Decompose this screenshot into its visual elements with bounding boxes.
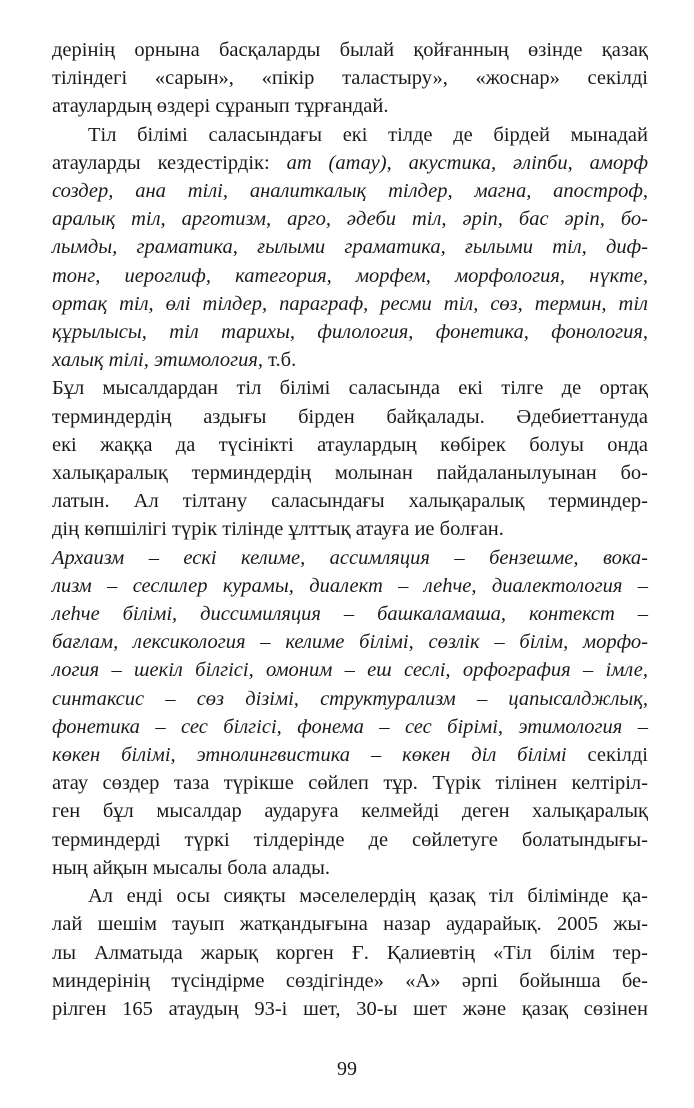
paragraph-1	[52, 36, 648, 121]
text-line: дерінің орнына басқаларды былай қойғанның өзінде қазақ	[52, 39, 648, 61]
text-line: лымды, граматика, ғылыми граматика, ғылыми тіл, диф-	[52, 236, 648, 259]
page-body-text	[52, 36, 648, 1023]
text-line: аралық тіл, арготизм, арго, әдеби тіл, әріп, бас әріп, бо-	[52, 208, 648, 231]
text-line: тонг, иероглиф, категория, морфем, морфология, нүкте,	[52, 264, 648, 287]
italic-term: көкен білімі, этнолингвистика – көкен діл білімі	[52, 744, 567, 767]
text-line: құрылысы, тіл тарихы, филология, фонетика, фонология,	[52, 321, 648, 344]
text-line: дің көпшілігі түрік тілінде ұлттық атауға ие болған.	[52, 518, 504, 541]
text-line: терминдердің аздығы бірден байқалады. Әдебиеттануда	[52, 405, 648, 428]
text-line: Архаизм – ескі келиме, ассимляция – бензешме, вока-	[52, 546, 648, 569]
text-line: бағлам, лексикология – келиме білімі, сөзлік – білім, морфо-	[52, 631, 648, 654]
italic-term: ат (атау), акустика, әліпби, аморф	[269, 151, 648, 174]
text-line: Тіл білімі саласындағы екі тілде де бірдей мынадай	[88, 123, 648, 146]
paragraph-5	[52, 882, 648, 1023]
text-line: ортақ тіл, өлі тілдер, параграф, ресми тіл, сөз, термин, тіл	[52, 292, 648, 315]
text-line: ген бұл мысалдар аударуға келмейді деген халықаралық	[52, 800, 648, 823]
text-line: көкен білімі, этнолингвистика – көкен діл білімі секілді	[52, 744, 648, 767]
text-line: логия – шекіл білгісі, омоним – еш сеслі, орфография – імле,	[52, 659, 648, 682]
page-number: 99	[337, 1058, 357, 1080]
text-line: халықаралық терминдердің молынан пайдаланылуынан бо-	[52, 462, 648, 485]
text-line: создер, ана тілі, аналиткалық тілдер, магна, апостроф,	[52, 180, 648, 203]
paragraph-3	[52, 374, 648, 543]
text-line: рілген 165 атаудың 93-і шет, 30-ы шет және қазақ сөзінен	[52, 997, 648, 1020]
text-line: фонетика – сес білгісі, фонема – сес бірімі, этимология –	[52, 715, 648, 738]
text-line: терминдерді түркі тілдерінде де сөйлетуге болатындығы-	[52, 828, 648, 851]
paragraph-2	[52, 121, 648, 375]
text-line: атауларды кездестірдік: ат (атау), акустика, әліпби, аморф	[52, 151, 648, 174]
text-line: латын. Ал тілтану саласындағы халықаралық терминдер-	[52, 490, 648, 513]
text-line: Бұл мысалдардан тіл білімі саласында екі тілге де ортақ	[52, 377, 648, 400]
text-line: Ал енді осы сияқты мәселелердің қазақ тіл білімінде қа-	[88, 885, 648, 908]
text-line: атау сөздер таза түрікше сөйлеп тұр. Түрік тілінен келтіріл-	[52, 772, 648, 795]
italic-term: халық тілі, этимология	[52, 349, 258, 372]
text-line: халық тілі, этимология, т.б.	[52, 349, 297, 372]
text-line: лы Алматыда жарық корген Ғ. Қалиевтің «Тіл білім тер-	[52, 941, 648, 964]
text-line: тіліндегі «сарын», «пікір таластыру», «жоснар» секілді	[52, 67, 648, 90]
text-line: леһче білімі, диссимиляция – башкаламаша, контекст –	[52, 603, 648, 626]
text-line: лай шешім тауып жатқандығына назар аударайық. 2005 жы-	[52, 913, 648, 936]
text-line: екі жаққа да түсінікті атаулардың көбірек болуы онда	[52, 433, 648, 456]
text-line: ның айқын мысалы бола алады.	[52, 856, 331, 879]
text-line: синтаксис – сөз дізімі, структурализм – цапысалджлық,	[52, 687, 648, 710]
paragraph-4	[52, 544, 648, 882]
text-line: атаулардың өздері сұранып тұрғандай.	[52, 95, 389, 118]
text-line: лизм – сеслилер курамы, диалект – леһче, диалектология –	[52, 574, 648, 597]
text-line: миндерінің түсіндірме сөздігінде» «А» әрпі бойынша бе-	[52, 969, 648, 992]
